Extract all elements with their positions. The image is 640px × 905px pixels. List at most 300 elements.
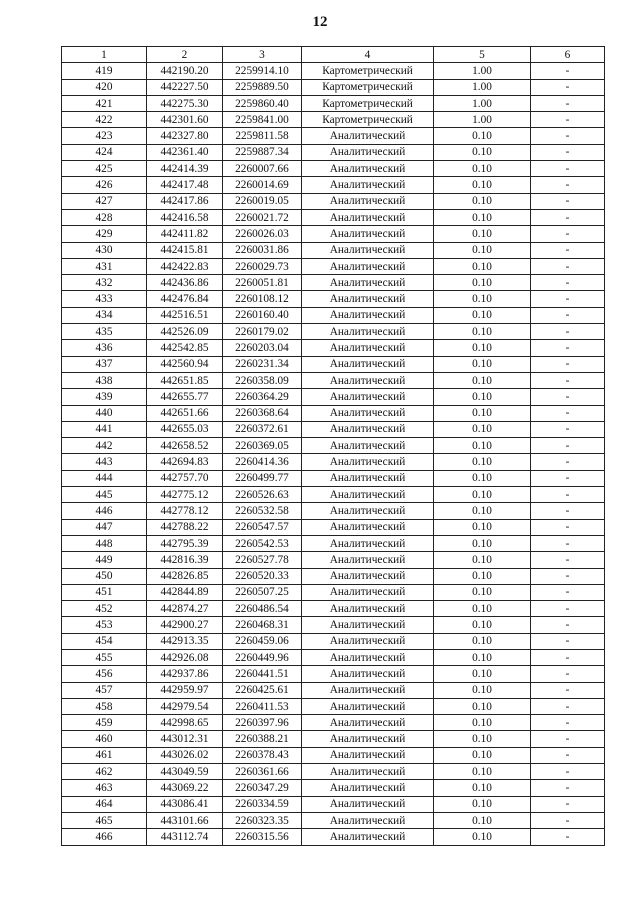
note-cell: - (531, 421, 605, 437)
y-coordinate-cell: 2260499.77 (223, 470, 302, 486)
point-number-cell: 454 (62, 633, 147, 649)
accuracy-cell: 0.10 (434, 405, 531, 421)
table-row (62, 128, 605, 144)
x-coordinate-cell: 443049.59 (147, 764, 223, 780)
point-number-cell: 465 (62, 812, 147, 828)
accuracy-cell: 0.10 (434, 372, 531, 388)
accuracy-cell: 0.10 (434, 633, 531, 649)
point-number-cell: 447 (62, 519, 147, 535)
method-cell: Картометрический (302, 63, 434, 79)
note-cell: - (531, 144, 605, 160)
note-cell: - (531, 682, 605, 698)
accuracy-cell: 0.10 (434, 470, 531, 486)
note-cell: - (531, 503, 605, 519)
table-row (62, 193, 605, 209)
accuracy-cell: 0.10 (434, 128, 531, 144)
accuracy-cell: 0.10 (434, 519, 531, 535)
accuracy-cell: 0.10 (434, 421, 531, 437)
table-row (62, 503, 605, 519)
y-coordinate-cell: 2260520.33 (223, 568, 302, 584)
x-coordinate-cell: 443012.31 (147, 731, 223, 747)
note-cell: - (531, 535, 605, 551)
x-coordinate-cell: 443101.66 (147, 812, 223, 828)
accuracy-cell: 0.10 (434, 552, 531, 568)
y-coordinate-cell: 2260526.63 (223, 487, 302, 503)
table-row (62, 682, 605, 698)
point-number-cell: 459 (62, 715, 147, 731)
y-coordinate-cell: 2260368.64 (223, 405, 302, 421)
accuracy-cell: 0.10 (434, 829, 531, 845)
table-row (62, 63, 605, 79)
point-number-cell: 442 (62, 438, 147, 454)
method-cell: Аналитический (302, 617, 434, 633)
y-coordinate-cell: 2260378.43 (223, 747, 302, 763)
method-cell: Аналитический (302, 698, 434, 714)
point-number-cell: 431 (62, 258, 147, 274)
header-cell-5: 5 (434, 47, 531, 63)
x-coordinate-cell: 442422.83 (147, 258, 223, 274)
accuracy-cell: 0.10 (434, 242, 531, 258)
accuracy-cell: 0.10 (434, 698, 531, 714)
accuracy-cell: 1.00 (434, 79, 531, 95)
method-cell: Аналитический (302, 193, 434, 209)
x-coordinate-cell: 442959.97 (147, 682, 223, 698)
x-coordinate-cell: 442301.60 (147, 112, 223, 128)
method-cell: Аналитический (302, 812, 434, 828)
x-coordinate-cell: 442900.27 (147, 617, 223, 633)
y-coordinate-cell: 2260411.53 (223, 698, 302, 714)
x-coordinate-cell: 442826.85 (147, 568, 223, 584)
method-cell: Аналитический (302, 601, 434, 617)
header-cell-1: 1 (62, 47, 147, 63)
accuracy-cell: 0.10 (434, 454, 531, 470)
x-coordinate-cell: 442694.83 (147, 454, 223, 470)
x-coordinate-cell: 442926.08 (147, 649, 223, 665)
method-cell: Аналитический (302, 438, 434, 454)
note-cell: - (531, 79, 605, 95)
x-coordinate-cell: 442227.50 (147, 79, 223, 95)
point-number-cell: 440 (62, 405, 147, 421)
table-row (62, 438, 605, 454)
y-coordinate-cell: 2260372.61 (223, 421, 302, 437)
table-row (62, 95, 605, 111)
table-row (62, 829, 605, 845)
page-number: 12 (312, 14, 328, 30)
method-cell: Аналитический (302, 144, 434, 160)
method-cell: Аналитический (302, 389, 434, 405)
point-number-cell: 434 (62, 307, 147, 323)
point-number-cell: 455 (62, 649, 147, 665)
point-number-cell: 426 (62, 177, 147, 193)
accuracy-cell: 0.10 (434, 796, 531, 812)
point-number-cell: 436 (62, 340, 147, 356)
x-coordinate-cell: 442516.51 (147, 307, 223, 323)
accuracy-cell: 0.10 (434, 812, 531, 828)
point-number-cell: 424 (62, 144, 147, 160)
note-cell: - (531, 698, 605, 714)
method-cell: Аналитический (302, 796, 434, 812)
y-coordinate-cell: 2260459.06 (223, 633, 302, 649)
note-cell: - (531, 731, 605, 747)
method-cell: Картометрический (302, 95, 434, 111)
x-coordinate-cell: 442526.09 (147, 324, 223, 340)
method-cell: Аналитический (302, 715, 434, 731)
method-cell: Аналитический (302, 372, 434, 388)
table-row (62, 747, 605, 763)
note-cell: - (531, 95, 605, 111)
note-cell: - (531, 747, 605, 763)
method-cell: Картометрический (302, 79, 434, 95)
y-coordinate-cell: 2259860.40 (223, 95, 302, 111)
note-cell: - (531, 177, 605, 193)
note-cell: - (531, 454, 605, 470)
point-number-cell: 439 (62, 389, 147, 405)
x-coordinate-cell: 442998.65 (147, 715, 223, 731)
accuracy-cell: 0.10 (434, 535, 531, 551)
note-cell: - (531, 552, 605, 568)
accuracy-cell: 0.10 (434, 601, 531, 617)
x-coordinate-cell: 442651.66 (147, 405, 223, 421)
note-cell: - (531, 340, 605, 356)
point-number-cell: 461 (62, 747, 147, 763)
point-number-cell: 428 (62, 209, 147, 225)
y-coordinate-cell: 2260468.31 (223, 617, 302, 633)
x-coordinate-cell: 442937.86 (147, 666, 223, 682)
x-coordinate-cell: 442476.84 (147, 291, 223, 307)
method-cell: Аналитический (302, 291, 434, 307)
note-cell: - (531, 112, 605, 128)
table-row (62, 454, 605, 470)
note-cell: - (531, 780, 605, 796)
accuracy-cell: 0.10 (434, 161, 531, 177)
y-coordinate-cell: 2260542.53 (223, 535, 302, 551)
table-row (62, 242, 605, 258)
x-coordinate-cell: 442417.86 (147, 193, 223, 209)
point-number-cell: 429 (62, 226, 147, 242)
note-cell: - (531, 307, 605, 323)
accuracy-cell: 0.10 (434, 177, 531, 193)
y-coordinate-cell: 2260334.59 (223, 796, 302, 812)
accuracy-cell: 0.10 (434, 731, 531, 747)
method-cell: Аналитический (302, 275, 434, 291)
x-coordinate-cell: 442560.94 (147, 356, 223, 372)
y-coordinate-cell: 2260532.58 (223, 503, 302, 519)
y-coordinate-cell: 2260547.57 (223, 519, 302, 535)
note-cell: - (531, 209, 605, 225)
y-coordinate-cell: 2260051.81 (223, 275, 302, 291)
table-row (62, 487, 605, 503)
table-row (62, 405, 605, 421)
note-cell: - (531, 356, 605, 372)
table-row (62, 144, 605, 160)
table-row (62, 715, 605, 731)
x-coordinate-cell: 442655.03 (147, 421, 223, 437)
point-number-cell: 430 (62, 242, 147, 258)
table-row (62, 764, 605, 780)
method-cell: Аналитический (302, 503, 434, 519)
method-cell: Аналитический (302, 535, 434, 551)
note-cell: - (531, 389, 605, 405)
y-coordinate-cell: 2259914.10 (223, 63, 302, 79)
table-row (62, 112, 605, 128)
x-coordinate-cell: 443026.02 (147, 747, 223, 763)
accuracy-cell: 0.10 (434, 193, 531, 209)
note-cell: - (531, 324, 605, 340)
accuracy-cell: 0.10 (434, 438, 531, 454)
y-coordinate-cell: 2260361.66 (223, 764, 302, 780)
method-cell: Аналитический (302, 454, 434, 470)
y-coordinate-cell: 2260486.54 (223, 601, 302, 617)
x-coordinate-cell: 442913.35 (147, 633, 223, 649)
point-number-cell: 444 (62, 470, 147, 486)
table-row (62, 324, 605, 340)
y-coordinate-cell: 2260026.03 (223, 226, 302, 242)
x-coordinate-cell: 442655.77 (147, 389, 223, 405)
point-number-cell: 466 (62, 829, 147, 845)
x-coordinate-cell: 442411.82 (147, 226, 223, 242)
accuracy-cell: 0.10 (434, 275, 531, 291)
y-coordinate-cell: 2260449.96 (223, 649, 302, 665)
y-coordinate-cell: 2260315.56 (223, 829, 302, 845)
y-coordinate-cell: 2260388.21 (223, 731, 302, 747)
y-coordinate-cell: 2260029.73 (223, 258, 302, 274)
x-coordinate-cell: 442275.30 (147, 95, 223, 111)
table-row (62, 389, 605, 405)
table-row (62, 161, 605, 177)
table-body (62, 47, 605, 846)
y-coordinate-cell: 2260507.25 (223, 584, 302, 600)
y-coordinate-cell: 2260358.09 (223, 372, 302, 388)
table-row (62, 177, 605, 193)
y-coordinate-cell: 2259811.58 (223, 128, 302, 144)
point-number-cell: 446 (62, 503, 147, 519)
note-cell: - (531, 649, 605, 665)
point-number-cell: 438 (62, 372, 147, 388)
method-cell: Аналитический (302, 470, 434, 486)
method-cell: Аналитический (302, 161, 434, 177)
point-number-cell: 464 (62, 796, 147, 812)
y-coordinate-cell: 2260397.96 (223, 715, 302, 731)
y-coordinate-cell: 2259841.00 (223, 112, 302, 128)
table-row (62, 307, 605, 323)
point-number-cell: 443 (62, 454, 147, 470)
accuracy-cell: 0.10 (434, 747, 531, 763)
y-coordinate-cell: 2260160.40 (223, 307, 302, 323)
point-number-cell: 450 (62, 568, 147, 584)
y-coordinate-cell: 2260425.61 (223, 682, 302, 698)
table-row (62, 421, 605, 437)
accuracy-cell: 0.10 (434, 617, 531, 633)
x-coordinate-cell: 443086.41 (147, 796, 223, 812)
table-row (62, 780, 605, 796)
accuracy-cell: 0.10 (434, 503, 531, 519)
note-cell: - (531, 617, 605, 633)
accuracy-cell: 0.10 (434, 258, 531, 274)
x-coordinate-cell: 442979.54 (147, 698, 223, 714)
note-cell: - (531, 275, 605, 291)
table-row (62, 470, 605, 486)
point-number-cell: 453 (62, 617, 147, 633)
note-cell: - (531, 568, 605, 584)
note-cell: - (531, 584, 605, 600)
table-row (62, 552, 605, 568)
point-number-cell: 425 (62, 161, 147, 177)
point-number-cell: 421 (62, 95, 147, 111)
table-row (62, 601, 605, 617)
x-coordinate-cell: 442190.20 (147, 63, 223, 79)
point-number-cell: 435 (62, 324, 147, 340)
method-cell: Аналитический (302, 324, 434, 340)
x-coordinate-cell: 442757.70 (147, 470, 223, 486)
x-coordinate-cell: 442775.12 (147, 487, 223, 503)
y-coordinate-cell: 2260441.51 (223, 666, 302, 682)
point-number-cell: 420 (62, 79, 147, 95)
accuracy-cell: 1.00 (434, 63, 531, 79)
x-coordinate-cell: 443112.74 (147, 829, 223, 845)
method-cell: Аналитический (302, 405, 434, 421)
method-cell: Аналитический (302, 421, 434, 437)
x-coordinate-cell: 442414.39 (147, 161, 223, 177)
accuracy-cell: 0.10 (434, 356, 531, 372)
table-row (62, 731, 605, 747)
point-number-cell: 419 (62, 63, 147, 79)
y-coordinate-cell: 2260019.05 (223, 193, 302, 209)
table-row (62, 535, 605, 551)
accuracy-cell: 1.00 (434, 95, 531, 111)
method-cell: Аналитический (302, 226, 434, 242)
note-cell: - (531, 666, 605, 682)
method-cell: Аналитический (302, 128, 434, 144)
method-cell: Аналитический (302, 519, 434, 535)
note-cell: - (531, 715, 605, 731)
method-cell: Картометрический (302, 112, 434, 128)
point-number-cell: 432 (62, 275, 147, 291)
method-cell: Аналитический (302, 487, 434, 503)
note-cell: - (531, 601, 605, 617)
accuracy-cell: 0.10 (434, 715, 531, 731)
note-cell: - (531, 258, 605, 274)
y-coordinate-cell: 2259887.34 (223, 144, 302, 160)
x-coordinate-cell: 442361.40 (147, 144, 223, 160)
coordinates-table (61, 46, 605, 846)
point-number-cell: 458 (62, 698, 147, 714)
accuracy-cell: 0.10 (434, 568, 531, 584)
table-row (62, 372, 605, 388)
table-row (62, 291, 605, 307)
note-cell: - (531, 487, 605, 503)
table-row (62, 519, 605, 535)
method-cell: Аналитический (302, 307, 434, 323)
y-coordinate-cell: 2260527.78 (223, 552, 302, 568)
x-coordinate-cell: 442788.22 (147, 519, 223, 535)
point-number-cell: 437 (62, 356, 147, 372)
method-cell: Аналитический (302, 552, 434, 568)
method-cell: Аналитический (302, 764, 434, 780)
x-coordinate-cell: 442327.80 (147, 128, 223, 144)
y-coordinate-cell: 2260108.12 (223, 291, 302, 307)
x-coordinate-cell: 442658.52 (147, 438, 223, 454)
note-cell: - (531, 633, 605, 649)
y-coordinate-cell: 2260364.29 (223, 389, 302, 405)
note-cell: - (531, 372, 605, 388)
method-cell: Аналитический (302, 829, 434, 845)
accuracy-cell: 0.10 (434, 209, 531, 225)
method-cell: Аналитический (302, 177, 434, 193)
y-coordinate-cell: 2259889.50 (223, 79, 302, 95)
x-coordinate-cell: 442415.81 (147, 242, 223, 258)
method-cell: Аналитический (302, 584, 434, 600)
accuracy-cell: 0.10 (434, 487, 531, 503)
y-coordinate-cell: 2260021.72 (223, 209, 302, 225)
header-cell-2: 2 (147, 47, 223, 63)
point-number-cell: 422 (62, 112, 147, 128)
x-coordinate-cell: 442874.27 (147, 601, 223, 617)
point-number-cell: 456 (62, 666, 147, 682)
x-coordinate-cell: 442436.86 (147, 275, 223, 291)
note-cell: - (531, 242, 605, 258)
method-cell: Аналитический (302, 780, 434, 796)
x-coordinate-cell: 442417.48 (147, 177, 223, 193)
note-cell: - (531, 470, 605, 486)
note-cell: - (531, 764, 605, 780)
table-row (62, 584, 605, 600)
table-row (62, 796, 605, 812)
header-cell-4: 4 (302, 47, 434, 63)
accuracy-cell: 0.10 (434, 340, 531, 356)
y-coordinate-cell: 2260007.66 (223, 161, 302, 177)
accuracy-cell: 0.10 (434, 584, 531, 600)
point-number-cell: 423 (62, 128, 147, 144)
point-number-cell: 462 (62, 764, 147, 780)
point-number-cell: 441 (62, 421, 147, 437)
method-cell: Аналитический (302, 356, 434, 372)
accuracy-cell: 0.10 (434, 764, 531, 780)
y-coordinate-cell: 2260014.69 (223, 177, 302, 193)
header-cell-3: 3 (223, 47, 302, 63)
point-number-cell: 457 (62, 682, 147, 698)
method-cell: Аналитический (302, 242, 434, 258)
point-number-cell: 433 (62, 291, 147, 307)
x-coordinate-cell: 442542.85 (147, 340, 223, 356)
method-cell: Аналитический (302, 682, 434, 698)
table-row (62, 812, 605, 828)
note-cell: - (531, 291, 605, 307)
point-number-cell: 460 (62, 731, 147, 747)
table-row (62, 79, 605, 95)
table-row (62, 275, 605, 291)
method-cell: Аналитический (302, 568, 434, 584)
point-number-cell: 427 (62, 193, 147, 209)
y-coordinate-cell: 2260031.86 (223, 242, 302, 258)
table-row (62, 226, 605, 242)
point-number-cell: 463 (62, 780, 147, 796)
table-row (62, 617, 605, 633)
accuracy-cell: 0.10 (434, 291, 531, 307)
point-number-cell: 451 (62, 584, 147, 600)
method-cell: Аналитический (302, 258, 434, 274)
table-row (62, 568, 605, 584)
point-number-cell: 449 (62, 552, 147, 568)
y-coordinate-cell: 2260179.02 (223, 324, 302, 340)
x-coordinate-cell: 442778.12 (147, 503, 223, 519)
note-cell: - (531, 405, 605, 421)
method-cell: Аналитический (302, 649, 434, 665)
method-cell: Аналитический (302, 209, 434, 225)
point-number-cell: 448 (62, 535, 147, 551)
accuracy-cell: 0.10 (434, 307, 531, 323)
accuracy-cell: 0.10 (434, 666, 531, 682)
point-number-cell: 445 (62, 487, 147, 503)
